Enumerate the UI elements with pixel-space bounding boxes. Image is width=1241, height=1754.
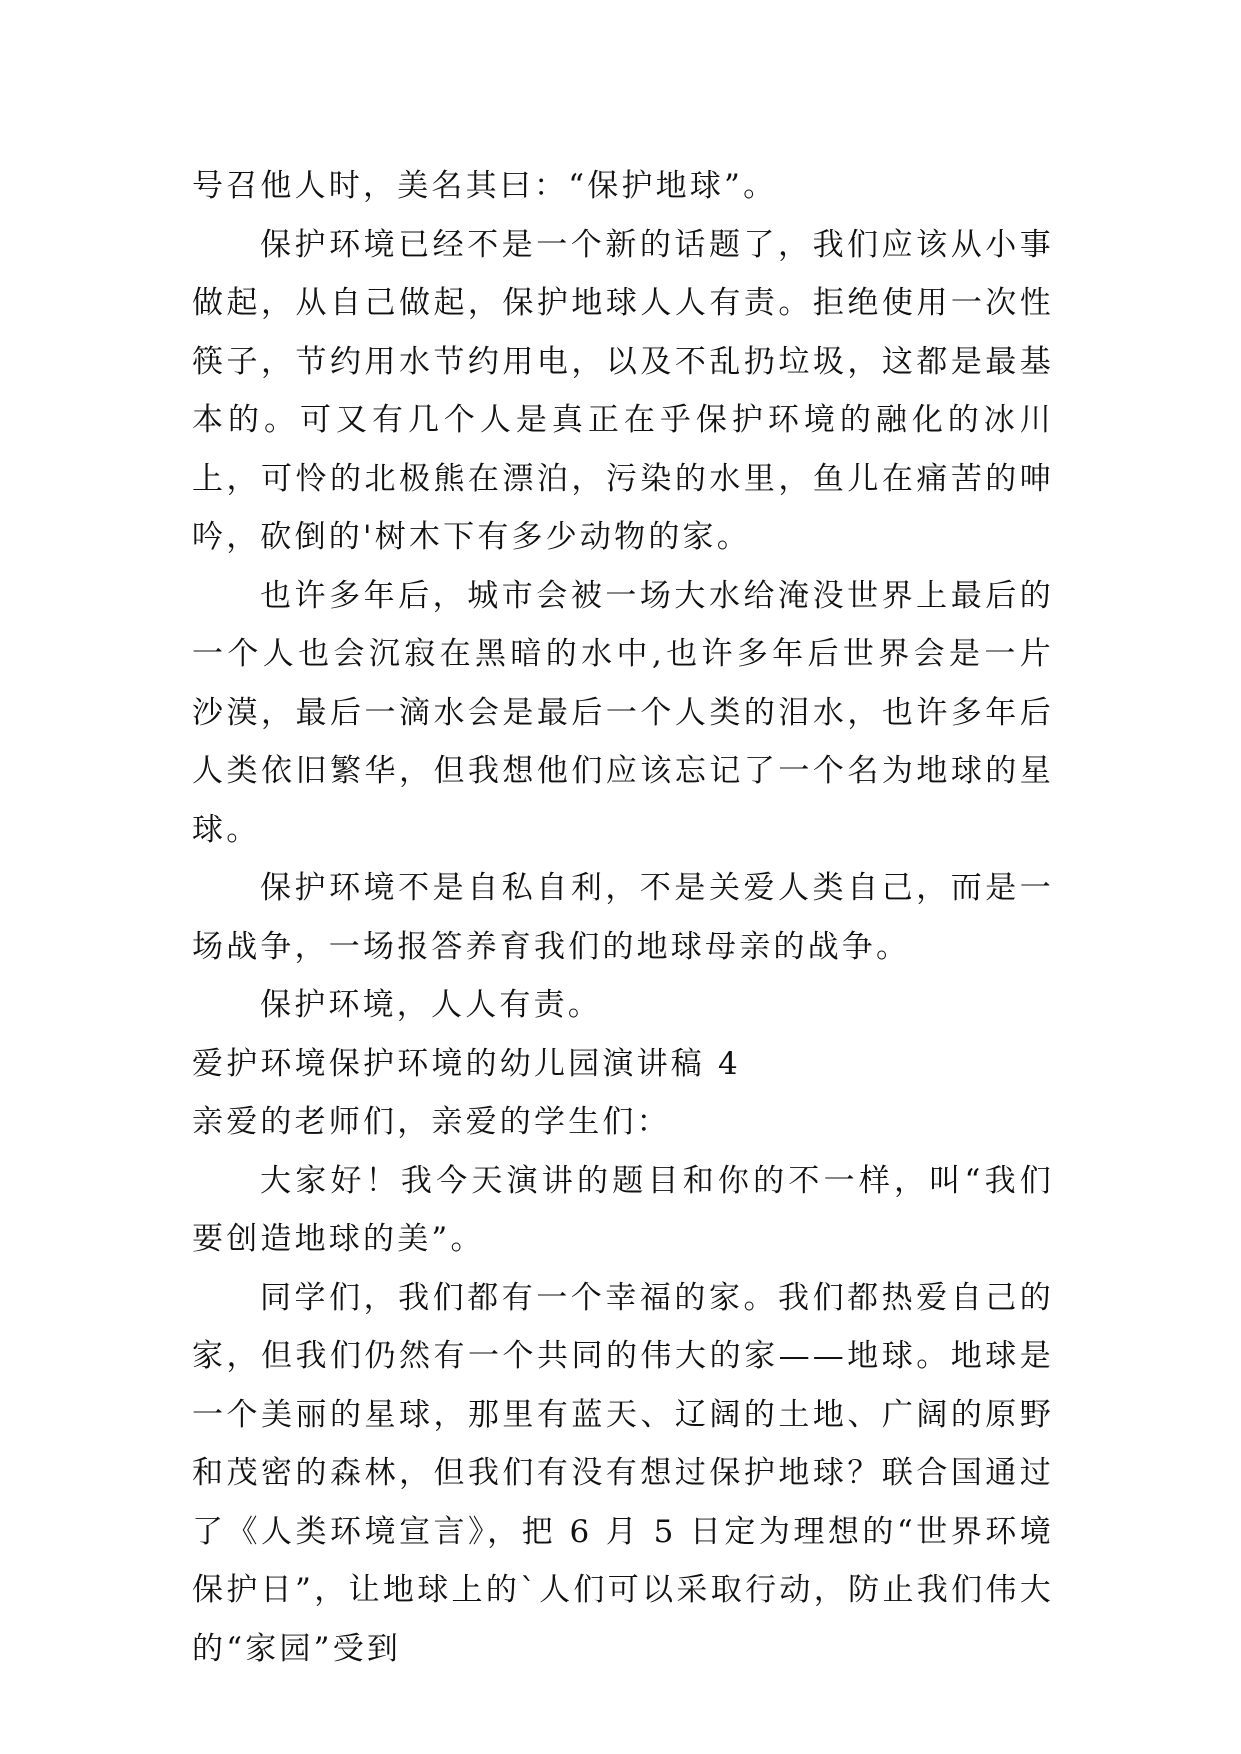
salutation: 亲爱的老师们，亲爱的学生们： [192, 1104, 671, 1140]
paragraph: 保护环境不是自私自利，不是关爱人类自己，而是一场战争，一场报答养育我们的地球母亲的战争。 [192, 870, 1054, 965]
paragraph: 也许多年后，城市会被一场大水给淹没世界上最后的一个人也会沉寂在黑暗的水中,也许多年后世界会是一片沙漠，最后一滴水会是最后一个人类的泪水，也许多年后人类依旧繁华，但我想他们应该忘记了一个名为地球的星球。 [192, 577, 1054, 848]
document-body [192, 157, 1054, 1678]
paragraph: 保护环境已经不是一个新的话题了，我们应该从小事做起，从自己做起，保护地球人人有责。拒绝使用一次性筷子，节约用水节约用电，以及不乱扔垃圾，这都是最基本的。可又有几个人是真正在乎保护环境的融化的冰川上，可怜的北极熊在漂泊，污染的水里，鱼儿在痛苦的呻吟，砍倒的'树木下有多少动物的家。 [192, 226, 1054, 555]
paragraph: 大家好！我今天演讲的题目和你的不一样，叫“我们要创造地球的美”。 [192, 1162, 1054, 1257]
section-heading: 爱护环境保护环境的幼儿园演讲稿 4 [192, 1045, 741, 1082]
paragraph: 保护环境，人人有责。 [260, 987, 602, 1023]
paragraph: 同学们，我们都有一个幸福的家。我们都热爱自己的家，但我们仍然有一个共同的伟大的家——地球。地球是一个美丽的星球，那里有蓝天、辽阔的土地、广阔的原野和茂密的森林，但我们有没有想过保护地球？联合国通过了《人类环境宣言》，把 6 月 5 日定为理想的“世界环境保护日”，让地球上的`人们可以采取行动，防止我们伟大的“家园”受到 [192, 1279, 1054, 1667]
paragraph: 号召他人时，美名其曰：“保护地球”。 [192, 168, 778, 204]
